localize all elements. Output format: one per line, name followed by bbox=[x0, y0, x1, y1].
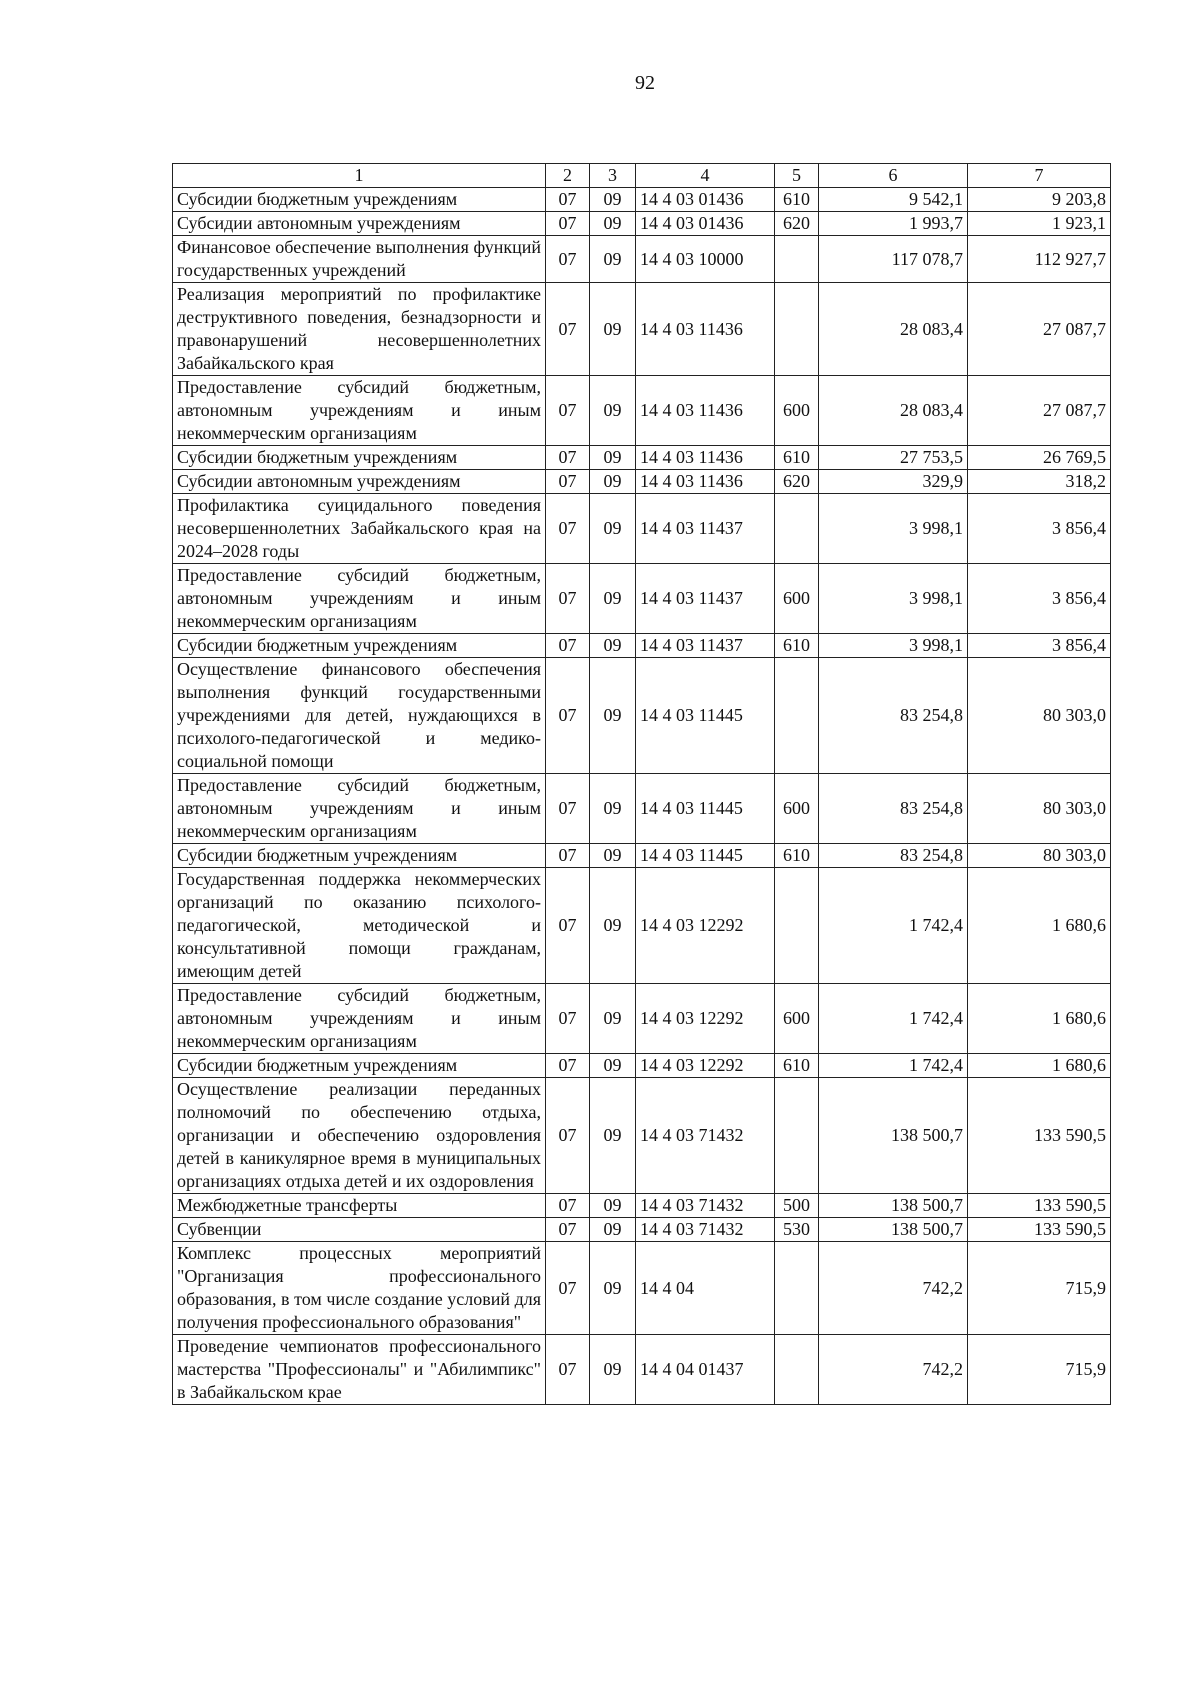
row-name: Проведение чемпионатов профессионального мастерства "Профессионалы" и "Абилимпикс" в Забайкальском крае bbox=[173, 1335, 546, 1405]
row-name: Комплекс процессных мероприятий "Организация профессионального образования, в том числе создание условий для получения профессионального образования" bbox=[173, 1242, 546, 1335]
row-target-code: 14 4 03 11437 bbox=[636, 564, 775, 634]
row-expense-type: 500 bbox=[775, 1194, 819, 1218]
row-section: 07 bbox=[546, 212, 590, 236]
header-col-3: 3 bbox=[590, 164, 636, 188]
row-section: 07 bbox=[546, 844, 590, 868]
row-expense-type bbox=[775, 1335, 819, 1405]
row-amount-year-2: 1 923,1 bbox=[968, 212, 1111, 236]
table-row bbox=[173, 868, 1111, 984]
row-amount-year-1: 3 998,1 bbox=[819, 564, 968, 634]
row-section: 07 bbox=[546, 1242, 590, 1335]
row-name: Осуществление финансового обеспечения выполнения функций государственными учреждениями для детей, нуждающихся в психолого-педагогической и медико-социальной помощи bbox=[173, 658, 546, 774]
row-amount-year-1: 117 078,7 bbox=[819, 236, 968, 283]
row-name: Межбюджетные трансферты bbox=[173, 1194, 546, 1218]
row-target-code: 14 4 03 12292 bbox=[636, 868, 775, 984]
row-name: Субсидии бюджетным учреждениям bbox=[173, 1054, 546, 1078]
row-subsection: 09 bbox=[590, 984, 636, 1054]
row-section: 07 bbox=[546, 564, 590, 634]
row-target-code: 14 4 03 12292 bbox=[636, 984, 775, 1054]
row-target-code: 14 4 03 01436 bbox=[636, 188, 775, 212]
row-expense-type: 610 bbox=[775, 446, 819, 470]
row-subsection: 09 bbox=[590, 1242, 636, 1335]
header-col-1: 1 bbox=[173, 164, 546, 188]
row-target-code: 14 4 03 11445 bbox=[636, 658, 775, 774]
row-amount-year-2: 26 769,5 bbox=[968, 446, 1111, 470]
table-row bbox=[173, 1078, 1111, 1194]
row-subsection: 09 bbox=[590, 774, 636, 844]
row-section: 07 bbox=[546, 446, 590, 470]
row-expense-type: 610 bbox=[775, 634, 819, 658]
table-row bbox=[173, 984, 1111, 1054]
row-subsection: 09 bbox=[590, 376, 636, 446]
row-amount-year-2: 9 203,8 bbox=[968, 188, 1111, 212]
table-row bbox=[173, 188, 1111, 212]
row-section: 07 bbox=[546, 283, 590, 376]
row-target-code: 14 4 03 10000 bbox=[636, 236, 775, 283]
table-row bbox=[173, 1218, 1111, 1242]
row-expense-type bbox=[775, 868, 819, 984]
table-row bbox=[173, 236, 1111, 283]
row-expense-type bbox=[775, 283, 819, 376]
page-number: 92 bbox=[635, 72, 655, 94]
row-amount-year-1: 1 742,4 bbox=[819, 1054, 968, 1078]
table-row bbox=[173, 470, 1111, 494]
row-section: 07 bbox=[546, 1335, 590, 1405]
row-subsection: 09 bbox=[590, 212, 636, 236]
row-subsection: 09 bbox=[590, 634, 636, 658]
row-amount-year-2: 715,9 bbox=[968, 1242, 1111, 1335]
row-section: 07 bbox=[546, 236, 590, 283]
row-amount-year-1: 1 742,4 bbox=[819, 868, 968, 984]
row-expense-type: 610 bbox=[775, 1054, 819, 1078]
row-amount-year-1: 83 254,8 bbox=[819, 658, 968, 774]
row-amount-year-1: 138 500,7 bbox=[819, 1218, 968, 1242]
header-col-5: 5 bbox=[775, 164, 819, 188]
row-subsection: 09 bbox=[590, 564, 636, 634]
row-amount-year-1: 329,9 bbox=[819, 470, 968, 494]
row-subsection: 09 bbox=[590, 188, 636, 212]
row-amount-year-1: 27 753,5 bbox=[819, 446, 968, 470]
row-amount-year-1: 9 542,1 bbox=[819, 188, 968, 212]
row-amount-year-1: 28 083,4 bbox=[819, 376, 968, 446]
row-amount-year-2: 715,9 bbox=[968, 1335, 1111, 1405]
row-amount-year-1: 28 083,4 bbox=[819, 283, 968, 376]
row-target-code: 14 4 03 11436 bbox=[636, 470, 775, 494]
row-target-code: 14 4 04 01437 bbox=[636, 1335, 775, 1405]
row-section: 07 bbox=[546, 634, 590, 658]
row-amount-year-2: 1 680,6 bbox=[968, 868, 1111, 984]
table-row bbox=[173, 1335, 1111, 1405]
table-row bbox=[173, 658, 1111, 774]
row-subsection: 09 bbox=[590, 1335, 636, 1405]
row-amount-year-2: 1 680,6 bbox=[968, 984, 1111, 1054]
row-expense-type: 600 bbox=[775, 774, 819, 844]
row-expense-type: 600 bbox=[775, 564, 819, 634]
row-amount-year-1: 138 500,7 bbox=[819, 1194, 968, 1218]
row-section: 07 bbox=[546, 188, 590, 212]
row-target-code: 14 4 03 71432 bbox=[636, 1078, 775, 1194]
row-subsection: 09 bbox=[590, 283, 636, 376]
row-expense-type bbox=[775, 1078, 819, 1194]
row-amount-year-1: 83 254,8 bbox=[819, 844, 968, 868]
row-section: 07 bbox=[546, 984, 590, 1054]
row-subsection: 09 bbox=[590, 470, 636, 494]
table-row bbox=[173, 774, 1111, 844]
header-col-7: 7 bbox=[968, 164, 1111, 188]
row-expense-type bbox=[775, 494, 819, 564]
table-row bbox=[173, 564, 1111, 634]
row-section: 07 bbox=[546, 774, 590, 844]
table-row bbox=[173, 494, 1111, 564]
row-target-code: 14 4 03 11436 bbox=[636, 376, 775, 446]
row-name: Предоставление субсидий бюджетным, автономным учреждениям и иным некоммерческим организациям bbox=[173, 774, 546, 844]
row-expense-type: 620 bbox=[775, 470, 819, 494]
row-amount-year-2: 3 856,4 bbox=[968, 564, 1111, 634]
row-target-code: 14 4 03 11436 bbox=[636, 283, 775, 376]
row-subsection: 09 bbox=[590, 1054, 636, 1078]
row-section: 07 bbox=[546, 658, 590, 774]
row-amount-year-2: 133 590,5 bbox=[968, 1194, 1111, 1218]
row-target-code: 14 4 03 11436 bbox=[636, 446, 775, 470]
row-name: Предоставление субсидий бюджетным, автономным учреждениям и иным некоммерческим организациям bbox=[173, 564, 546, 634]
row-amount-year-1: 1 993,7 bbox=[819, 212, 968, 236]
row-amount-year-2: 80 303,0 bbox=[968, 844, 1111, 868]
row-expense-type: 530 bbox=[775, 1218, 819, 1242]
row-target-code: 14 4 03 11437 bbox=[636, 494, 775, 564]
row-name: Предоставление субсидий бюджетным, автономным учреждениям и иным некоммерческим организациям bbox=[173, 376, 546, 446]
table-row bbox=[173, 1054, 1111, 1078]
row-amount-year-2: 1 680,6 bbox=[968, 1054, 1111, 1078]
row-subsection: 09 bbox=[590, 494, 636, 564]
row-name: Осуществление реализации переданных полномочий по обеспечению отдыха, организации и обеспечению оздоровления детей в каникулярное время в муниципальных организациях отдыха детей и их оздоровления bbox=[173, 1078, 546, 1194]
row-expense-type bbox=[775, 1242, 819, 1335]
row-expense-type bbox=[775, 658, 819, 774]
row-section: 07 bbox=[546, 868, 590, 984]
row-amount-year-1: 3 998,1 bbox=[819, 494, 968, 564]
table-row bbox=[173, 634, 1111, 658]
row-name: Финансовое обеспечение выполнения функций государственных учреждений bbox=[173, 236, 546, 283]
row-section: 07 bbox=[546, 1218, 590, 1242]
row-amount-year-1: 83 254,8 bbox=[819, 774, 968, 844]
row-expense-type bbox=[775, 236, 819, 283]
row-amount-year-1: 742,2 bbox=[819, 1242, 968, 1335]
row-amount-year-1: 138 500,7 bbox=[819, 1078, 968, 1194]
row-amount-year-2: 3 856,4 bbox=[968, 634, 1111, 658]
row-amount-year-2: 80 303,0 bbox=[968, 774, 1111, 844]
row-subsection: 09 bbox=[590, 868, 636, 984]
row-expense-type: 620 bbox=[775, 212, 819, 236]
row-amount-year-1: 3 998,1 bbox=[819, 634, 968, 658]
table-row bbox=[173, 1242, 1111, 1335]
row-amount-year-2: 3 856,4 bbox=[968, 494, 1111, 564]
row-target-code: 14 4 03 11445 bbox=[636, 844, 775, 868]
row-name: Субсидии автономным учреждениям bbox=[173, 212, 546, 236]
row-amount-year-2: 133 590,5 bbox=[968, 1078, 1111, 1194]
header-col-2: 2 bbox=[546, 164, 590, 188]
row-amount-year-1: 742,2 bbox=[819, 1335, 968, 1405]
row-expense-type: 600 bbox=[775, 984, 819, 1054]
table-row bbox=[173, 212, 1111, 236]
row-name: Субсидии бюджетным учреждениям bbox=[173, 446, 546, 470]
budget-table bbox=[172, 163, 1111, 1405]
row-amount-year-2: 80 303,0 bbox=[968, 658, 1111, 774]
table-header-row bbox=[173, 164, 1111, 188]
row-target-code: 14 4 03 11445 bbox=[636, 774, 775, 844]
row-amount-year-2: 27 087,7 bbox=[968, 376, 1111, 446]
header-col-6: 6 bbox=[819, 164, 968, 188]
row-expense-type: 600 bbox=[775, 376, 819, 446]
table-row bbox=[173, 844, 1111, 868]
table-row bbox=[173, 446, 1111, 470]
row-target-code: 14 4 03 71432 bbox=[636, 1194, 775, 1218]
row-amount-year-1: 1 742,4 bbox=[819, 984, 968, 1054]
row-subsection: 09 bbox=[590, 446, 636, 470]
row-subsection: 09 bbox=[590, 1218, 636, 1242]
row-name: Субсидии бюджетным учреждениям bbox=[173, 188, 546, 212]
row-target-code: 14 4 03 12292 bbox=[636, 1054, 775, 1078]
row-section: 07 bbox=[546, 1078, 590, 1194]
row-name: Реализация мероприятий по профилактике деструктивного поведения, безнадзорности и правонарушений несовершеннолетних Забайкальского края bbox=[173, 283, 546, 376]
row-target-code: 14 4 04 bbox=[636, 1242, 775, 1335]
row-expense-type: 610 bbox=[775, 188, 819, 212]
row-target-code: 14 4 03 11437 bbox=[636, 634, 775, 658]
table-row bbox=[173, 283, 1111, 376]
row-subsection: 09 bbox=[590, 1194, 636, 1218]
row-expense-type: 610 bbox=[775, 844, 819, 868]
table-row bbox=[173, 1194, 1111, 1218]
row-name: Субвенции bbox=[173, 1218, 546, 1242]
header-col-4: 4 bbox=[636, 164, 775, 188]
row-subsection: 09 bbox=[590, 1078, 636, 1194]
row-amount-year-2: 318,2 bbox=[968, 470, 1111, 494]
row-name: Субсидии бюджетным учреждениям bbox=[173, 634, 546, 658]
row-name: Государственная поддержка некоммерческих организаций по оказанию психолого-педагогической, методической и консультативной помощи гражданам, имеющим детей bbox=[173, 868, 546, 984]
row-name: Профилактика суицидального поведения несовершеннолетних Забайкальского края на 2024–2028 годы bbox=[173, 494, 546, 564]
row-target-code: 14 4 03 01436 bbox=[636, 212, 775, 236]
row-subsection: 09 bbox=[590, 658, 636, 774]
row-subsection: 09 bbox=[590, 236, 636, 283]
row-section: 07 bbox=[546, 1194, 590, 1218]
row-section: 07 bbox=[546, 1054, 590, 1078]
row-subsection: 09 bbox=[590, 844, 636, 868]
row-amount-year-2: 112 927,7 bbox=[968, 236, 1111, 283]
row-amount-year-2: 27 087,7 bbox=[968, 283, 1111, 376]
row-name: Предоставление субсидий бюджетным, автономным учреждениям и иным некоммерческим организациям bbox=[173, 984, 546, 1054]
table-row bbox=[173, 376, 1111, 446]
row-section: 07 bbox=[546, 494, 590, 564]
row-section: 07 bbox=[546, 376, 590, 446]
row-amount-year-2: 133 590,5 bbox=[968, 1218, 1111, 1242]
row-name: Субсидии бюджетным учреждениям bbox=[173, 844, 546, 868]
row-target-code: 14 4 03 71432 bbox=[636, 1218, 775, 1242]
row-section: 07 bbox=[546, 470, 590, 494]
row-name: Субсидии автономным учреждениям bbox=[173, 470, 546, 494]
